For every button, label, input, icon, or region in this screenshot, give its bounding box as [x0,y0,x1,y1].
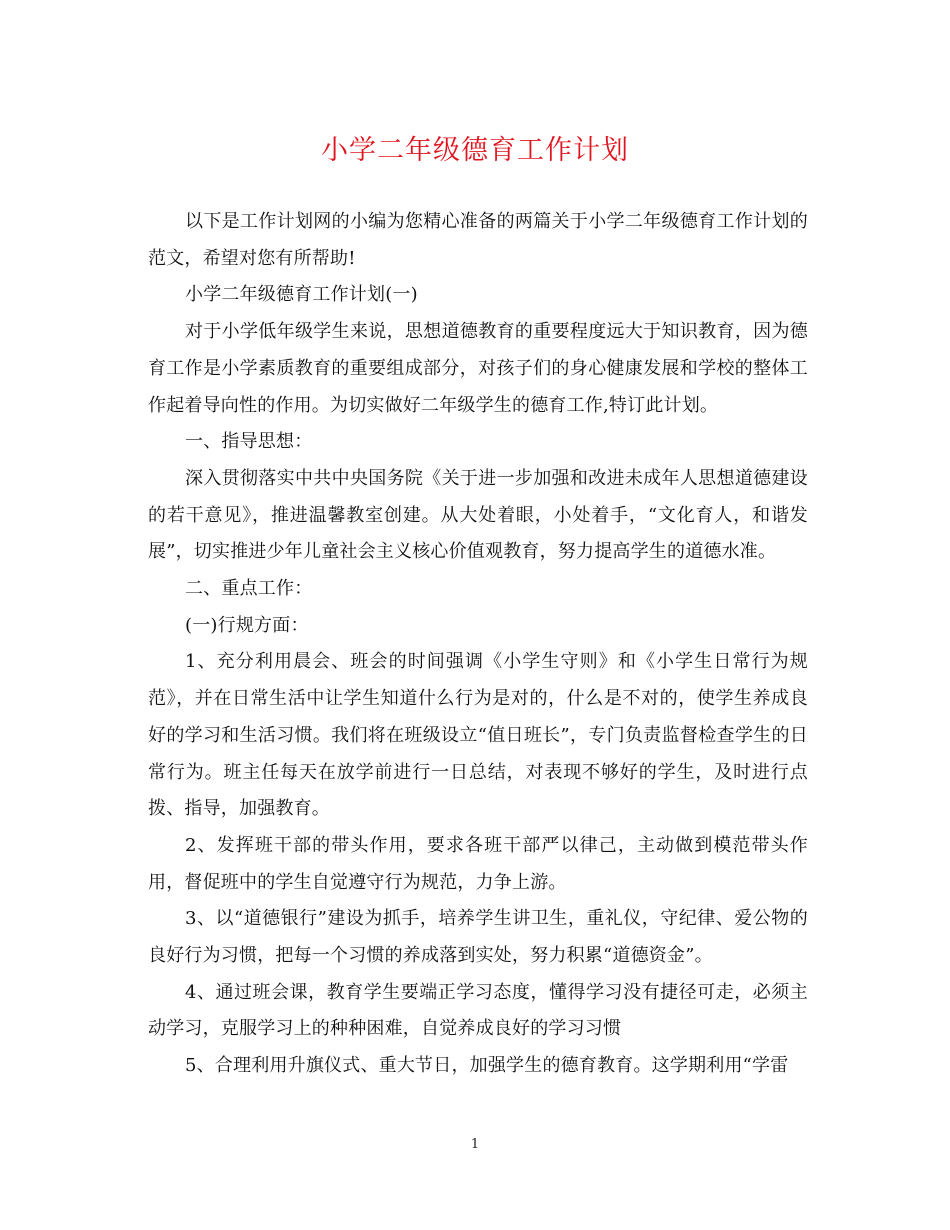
paragraph-plan-heading: 小学二年级德育工作计划(一) [185,284,418,306]
list-item-1: 1、充分利用晨会、班会的时间强调《小学生守则》和《小学生日常行为规范》，并在日常生活中让学生知道什么行为是对的，什么是不对的，使学生养成良好的学习和生活习惯。我们将在班级设立“值日班长”，专门负责监督检查学生的日常行为。班主任每天在放学前进行一日总结，对表现不够好的学生，及时进行点拨、指导，加强教育。 [148,651,808,820]
document-body [148,204,808,1085]
list-item-5: 5、合理利用升旗仪式、重大节日，加强学生的德育教育。这学期利用“学雷 [185,1055,789,1077]
subsection-heading-conduct: (一)行规方面： [185,614,309,636]
list-item-3: 3、以“道德银行”建设为抓手，培养学生讲卫生，重礼仪，守纪律、爱公物的良好行为习惯，把每一个习惯的养成落到实处，努力积累“道德资金”。 [148,908,808,967]
section-heading-key-work: 二、重点工作： [185,578,313,600]
paragraph-guiding-ideology: 深入贯彻落实中共中央国务院《关于进一步加强和改进未成年人思想道德建设的若干意见》，推进温馨教室创建。从大处着眼，小处着手，“文化育人，和谐发展”，切实推进少年儿童社会主义核心价值观教育，努力提高学生的道德水准。 [148,467,808,563]
list-item-2: 2、发挥班干部的带头作用，要求各班干部严以律己，主动做到模范带头作用，督促班中的学生自觉遵守行为规范，力争上游。 [148,834,808,893]
paragraph-overview: 对于小学低年级学生来说，思想道德教育的重要程度远大于知识教育，因为德育工作是小学素质教育的重要组成部分，对孩子们的身心健康发展和学校的整体工作起着导向性的作用。为切实做好二年级学生的德育工作,特订此计划。 [148,321,808,416]
page-number: 1 [470,1137,480,1152]
document-title: 小学二年级德育工作计划 [321,135,629,166]
paragraph-intro: 以下是工作计划网的小编为您精心准备的两篇关于小学二年级德育工作计划的范文，希望对您有所帮助! [148,211,808,269]
list-item-4: 4、通过班会课，教育学生要端正学习态度，懂得学习没有捷径可走，必须主动学习，克服学习上的种种困难，自觉养成良好的学习习惯 [148,981,808,1040]
section-heading-guiding-ideology: 一、指导思想： [185,431,313,453]
